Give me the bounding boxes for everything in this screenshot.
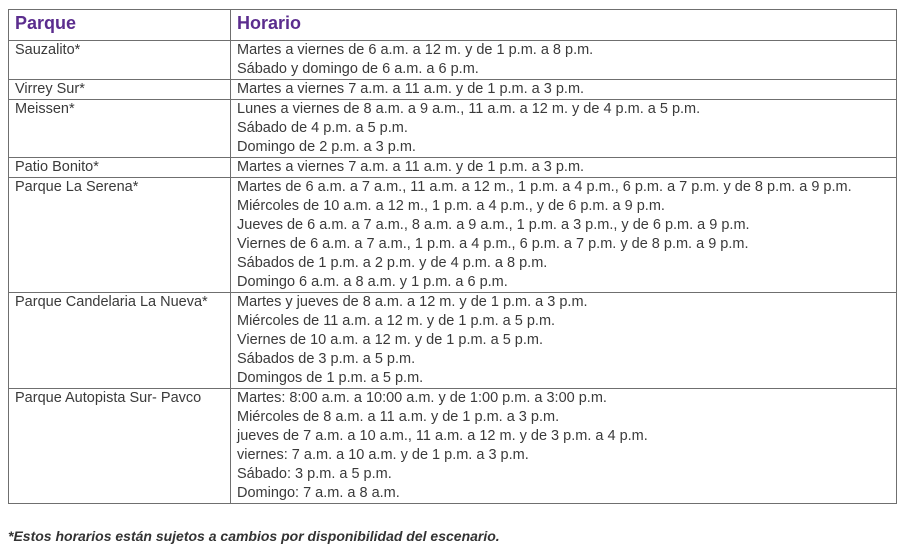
table-body: [9, 41, 897, 504]
table-row: [9, 80, 897, 100]
park-name-cell: [9, 178, 231, 293]
park-name: Sauzalito*: [15, 42, 81, 58]
schedule-line: Domingo 6 a.m. a 8 a.m. y 1 p.m. a 6 p.m.: [237, 274, 508, 290]
schedule-line: Sábado y domingo de 6 a.m. a 6 p.m.: [237, 61, 479, 77]
park-name-cell: [9, 293, 231, 389]
park-name-cell: [9, 389, 231, 504]
schedule-line: Jueves de 6 a.m. a 7 a.m., 8 a.m. a 9 a.m., 1 p.m. a 3 p.m., y de 6 p.m. a 9 p.m.: [237, 217, 750, 233]
schedule-line: Martes: 8:00 a.m. a 10:00 a.m. y de 1:00 p.m. a 3:00 p.m.: [237, 390, 607, 406]
table-header-row: [9, 10, 897, 41]
schedule-cell: [231, 178, 897, 293]
park-name-cell: [9, 100, 231, 158]
schedule-table: [8, 9, 897, 504]
table-row: [9, 100, 897, 158]
schedule-cell: [231, 293, 897, 389]
schedule-cell: [231, 158, 897, 178]
schedule-line: Miércoles de 8 a.m. a 11 a.m. y de 1 p.m. a 3 p.m.: [237, 409, 560, 425]
table-row: [9, 293, 897, 389]
schedule-line: Viernes de 10 a.m. a 12 m. y de 1 p.m. a 5 p.m.: [237, 332, 544, 348]
schedule-line: Martes de 6 a.m. a 7 a.m., 11 a.m. a 12 m., 1 p.m. a 4 p.m., 6 p.m. a 7 p.m. y de 8 p.m. a 9 p.m.: [237, 179, 852, 195]
schedule-cell: [231, 41, 897, 80]
park-name: Meissen*: [15, 101, 75, 117]
table-row: [9, 158, 897, 178]
schedule-line: viernes: 7 a.m. a 10 a.m. y de 1 p.m. a 3 p.m.: [237, 447, 529, 463]
park-name-cell: [9, 80, 231, 100]
schedule-line: Martes a viernes 7 a.m. a 11 a.m. y de 1 p.m. a 3 p.m.: [237, 81, 585, 97]
schedule-line: Sábado de 4 p.m. a 5 p.m.: [237, 120, 408, 136]
schedule-cell: [231, 389, 897, 504]
table-row: [9, 178, 897, 293]
schedule-line: Viernes de 6 a.m. a 7 a.m., 1 p.m. a 4 p.m., 6 p.m. a 7 p.m. y de 8 p.m. a 9 p.m.: [237, 236, 749, 252]
schedule-line: Martes y jueves de 8 a.m. a 12 m. y de 1 p.m. a 3 p.m.: [237, 294, 588, 310]
header-horario: Horario: [231, 10, 897, 41]
schedule-line: Domingos de 1 p.m. a 5 p.m.: [237, 370, 424, 386]
park-name-cell: [9, 158, 231, 178]
schedule-line: Sábados de 3 p.m. a 5 p.m.: [237, 351, 416, 367]
schedule-line: Domingo de 2 p.m. a 3 p.m.: [237, 139, 416, 155]
park-name: Virrey Sur*: [15, 81, 85, 97]
schedule-line: Lunes a viernes de 8 a.m. a 9 a.m., 11 a.m. a 12 m. y de 4 p.m. a 5 p.m.: [237, 101, 701, 117]
schedule-cell: [231, 80, 897, 100]
park-name-cell: [9, 41, 231, 80]
footnote: *Estos horarios están sujetos a cambios por disponibilidad del escenario.: [8, 528, 500, 544]
table-row: [9, 41, 897, 80]
park-name: Parque Candelaria La Nueva*: [15, 294, 208, 310]
park-name: Parque Autopista Sur- Pavco: [15, 390, 202, 406]
table-row: [9, 389, 897, 504]
park-name: Parque La Serena*: [15, 179, 139, 195]
schedule-line: Miércoles de 11 a.m. a 12 m. y de 1 p.m. a 5 p.m.: [237, 313, 556, 329]
schedule-line: Martes a viernes 7 a.m. a 11 a.m. y de 1 p.m. a 3 p.m.: [237, 159, 585, 175]
schedule-line: Miércoles de 10 a.m. a 12 m., 1 p.m. a 4 p.m., y de 6 p.m. a 9 p.m.: [237, 198, 665, 214]
schedule-line: Sábado: 3 p.m. a 5 p.m.: [237, 466, 392, 482]
schedule-table-container: [8, 9, 896, 504]
schedule-line: Sábados de 1 p.m. a 2 p.m. y de 4 p.m. a 8 p.m.: [237, 255, 548, 271]
header-parque: Parque: [9, 10, 231, 41]
schedule-line: Domingo: 7 a.m. a 8 a.m.: [237, 485, 400, 501]
schedule-cell: [231, 100, 897, 158]
park-name: Patio Bonito*: [15, 159, 99, 175]
schedule-line: jueves de 7 a.m. a 10 a.m., 11 a.m. a 12 m. y de 3 p.m. a 4 p.m.: [237, 428, 648, 444]
schedule-line: Martes a viernes de 6 a.m. a 12 m. y de 1 p.m. a 8 p.m.: [237, 42, 594, 58]
